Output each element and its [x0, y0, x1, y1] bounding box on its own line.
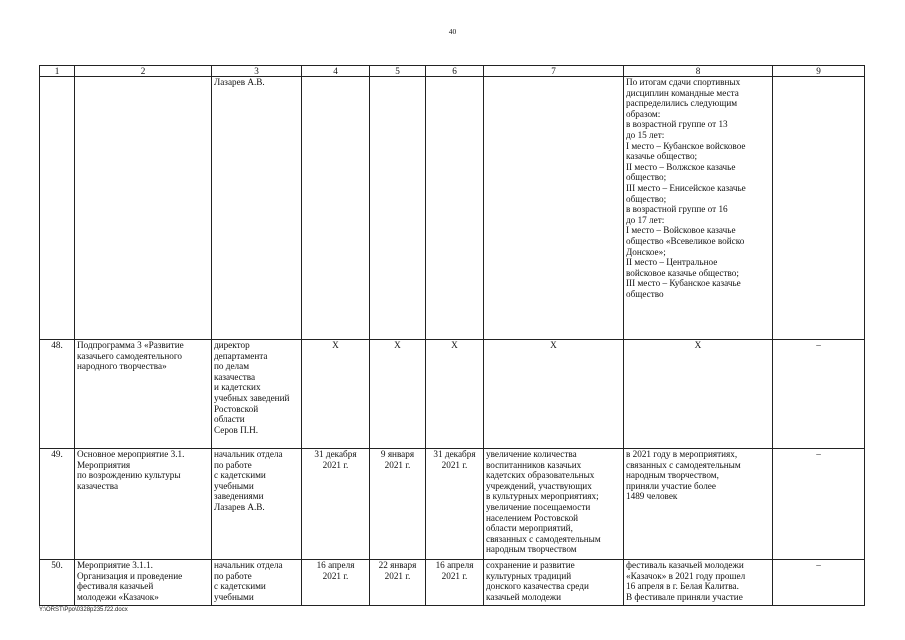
row-number: 48. — [40, 340, 75, 449]
row-expected-result: сохранение и развитие культурных традиций донского казачества среди казачьей молодежи — [484, 560, 624, 606]
row-result: По итогам сдачи спортивных дисциплин командные места распределились следующим образом: в возрастной группе от 13 до 15 лет: I место – Кубанское войсковое казачье общество; II место – Волжское казачье общество; III место – Енисейское казачье общество; в возрастной группе от 16 до 17 лет: I место – Войсковое казачье общество «Всевеликое войско Донское»; II место – Центральное войсковое казачье общество; III место – Кубанское казачье общество — [624, 77, 773, 340]
row-result: фестиваль казачьей молодежи «Казачок» в 2021 году прошел 16 апреля в г. Белая Калитва. В фестивале приняли участие — [624, 560, 773, 606]
row-col5 — [370, 77, 426, 340]
table-row — [40, 449, 865, 560]
row-col6: X — [426, 340, 484, 449]
page-number: 40 — [448, 27, 457, 36]
table-row — [40, 340, 865, 449]
row-number: 49. — [40, 449, 75, 560]
table-row — [40, 77, 865, 340]
col-header: 1 — [40, 66, 75, 77]
footer-file-path: Y:\ORST\Ppo\0328p235.f22.docx — [39, 607, 128, 613]
row-col7 — [484, 77, 624, 340]
row-col6 — [426, 77, 484, 340]
row-col9: – — [773, 449, 865, 560]
row-number — [40, 77, 75, 340]
row-responsible: Лазарев А.В. — [212, 77, 302, 340]
col-header: 2 — [75, 66, 212, 77]
row-result: X — [624, 340, 773, 449]
col-header: 4 — [302, 66, 370, 77]
row-name: Мероприятие 3.1.1. Организация и проведение фестиваля казачьей молодежи «Казачок» — [75, 560, 212, 606]
row-col4 — [302, 77, 370, 340]
row-responsible: директор департамента по делам казачества и кадетских учебных заведений Ростовской области Серов П.Н. — [212, 340, 302, 449]
col-header: 6 — [426, 66, 484, 77]
row-result: в 2021 году в мероприятиях, связанных с самодеятельным народным творчеством, приняли участие более 1489 человек — [624, 449, 773, 560]
row-col5: X — [370, 340, 426, 449]
row-col9 — [773, 77, 865, 340]
row-end-date: 31 декабря 2021 г. — [302, 449, 370, 560]
row-name: Подпрограмма 3 «Развитие казачьего самодеятельного народного творчества» — [75, 340, 212, 449]
row-start-date: 22 января 2021 г. — [370, 560, 426, 606]
row-col7: X — [484, 340, 624, 449]
row-finish-date: 16 апреля 2021 г. — [426, 560, 484, 606]
col-header: 3 — [212, 66, 302, 77]
row-name: Основное мероприятие 3.1. Мероприятия по возрождению культуры казачества — [75, 449, 212, 560]
row-finish-date: 31 декабря 2021 г. — [426, 449, 484, 560]
col-header: 8 — [624, 66, 773, 77]
row-col4: X — [302, 340, 370, 449]
row-end-date: 16 апреля 2021 г. — [302, 560, 370, 606]
col-header: 5 — [370, 66, 426, 77]
table-row — [40, 560, 865, 606]
report-table — [39, 65, 865, 606]
col-header: 9 — [773, 66, 865, 77]
row-col9: – — [773, 340, 865, 449]
row-col9: – — [773, 560, 865, 606]
row-number: 50. — [40, 560, 75, 606]
row-responsible: начальник отдела по работе с кадетскими учебными заведениями Лазарев А.В. — [212, 449, 302, 560]
row-expected-result: увеличение количества воспитанников казачьих кадетских образовательных учреждений, участвующих в культурных мероприятиях; увеличение посещаемости населением Ростовской области мероприятий, связанных с самодеятельным народным творчеством — [484, 449, 624, 560]
row-name — [75, 77, 212, 340]
column-number-row — [40, 66, 865, 77]
col-header: 7 — [484, 66, 624, 77]
row-start-date: 9 января 2021 г. — [370, 449, 426, 560]
row-responsible: начальник отдела по работе с кадетскими учебными — [212, 560, 302, 606]
